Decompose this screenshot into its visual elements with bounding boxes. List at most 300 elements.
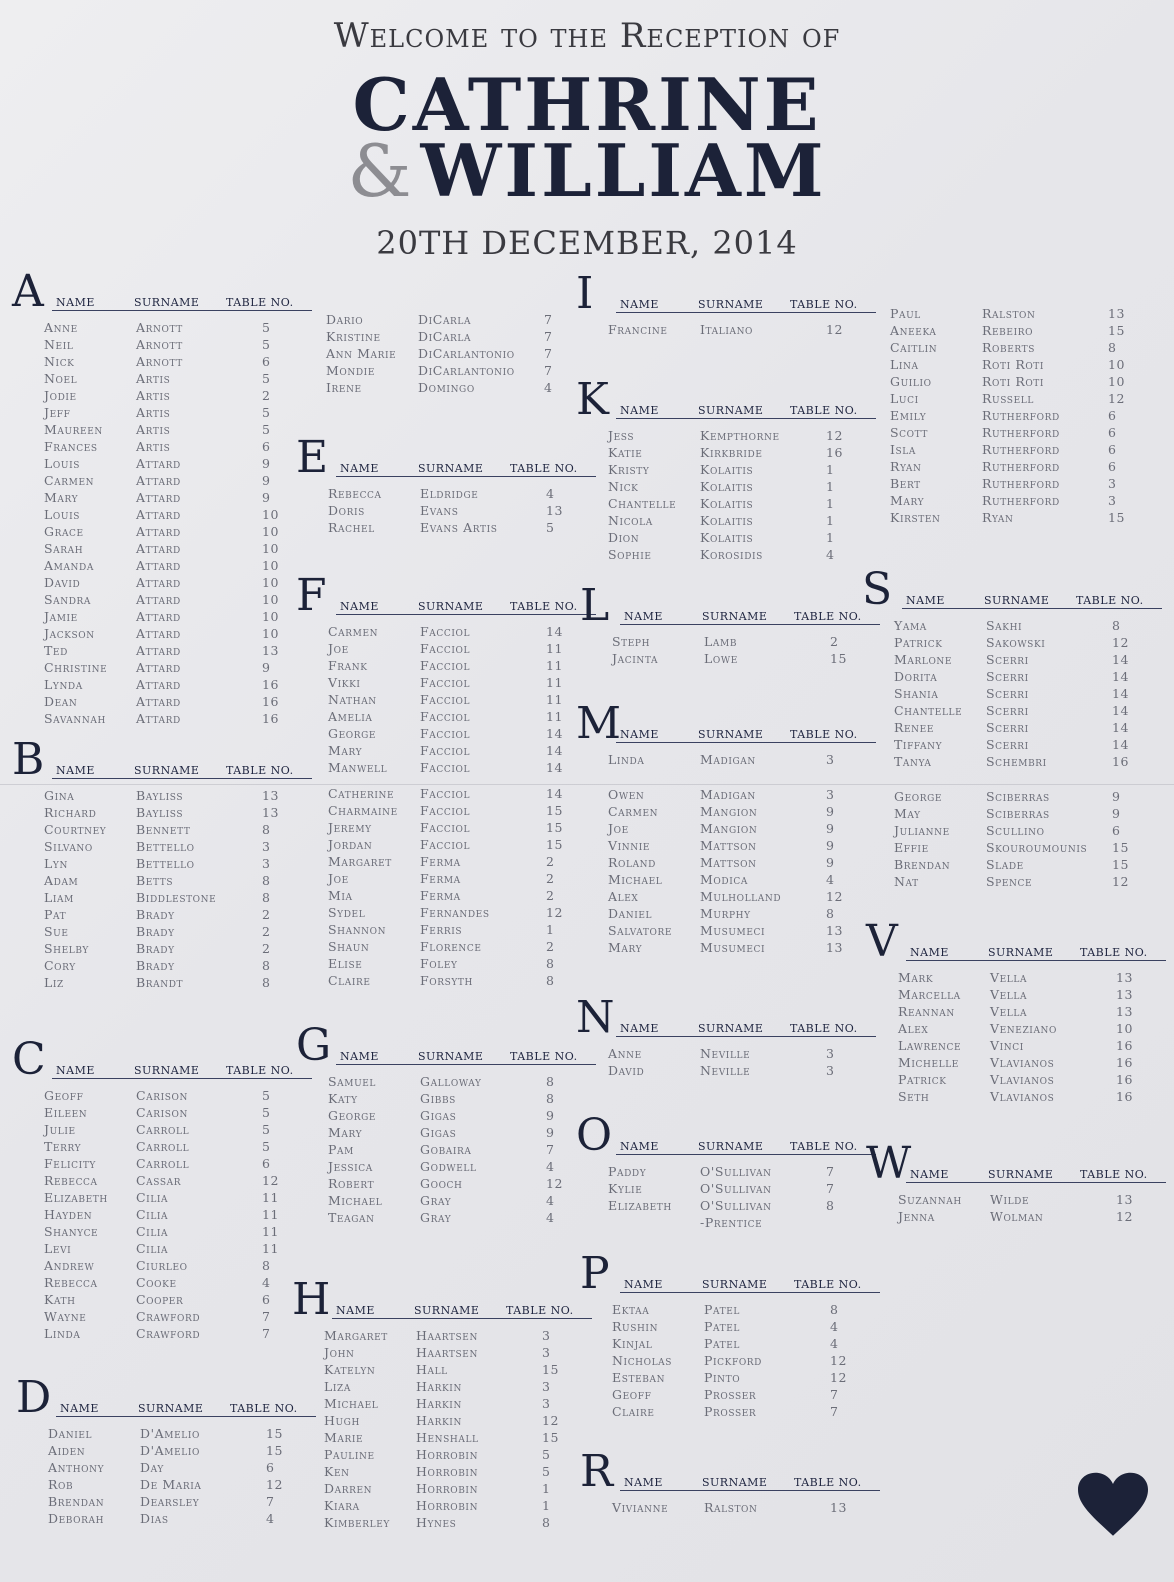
section-letter: E bbox=[296, 432, 329, 483]
guest-table-number: 9 bbox=[826, 804, 835, 819]
guest-table-number: 6 bbox=[266, 1460, 275, 1475]
section-header bbox=[866, 1138, 1166, 1189]
guest-first-name: Kimberley bbox=[324, 1515, 390, 1530]
guest-surname: Bettello bbox=[136, 856, 195, 871]
guest-first-name: Ann Marie bbox=[326, 346, 397, 361]
guest-row bbox=[296, 905, 596, 922]
section-r bbox=[580, 1446, 880, 1517]
guest-first-name: Dario bbox=[326, 312, 364, 327]
guest-row bbox=[12, 1224, 312, 1241]
section-w bbox=[866, 1138, 1166, 1226]
guest-table-number: 11 bbox=[546, 658, 564, 673]
guest-table-number: 6 bbox=[1108, 442, 1117, 457]
guest-surname: Gray bbox=[420, 1193, 452, 1208]
column-headers bbox=[616, 404, 876, 419]
guest-first-name: Andrew bbox=[44, 1258, 95, 1273]
guest-table-number: 2 bbox=[262, 907, 271, 922]
guest-first-name: George bbox=[894, 789, 943, 804]
guest-row bbox=[296, 641, 596, 658]
guest-surname: Carison bbox=[136, 1105, 189, 1120]
guest-first-name: Silvano bbox=[44, 839, 93, 854]
guest-table-number: 12 bbox=[262, 1173, 280, 1188]
guest-row bbox=[580, 1302, 880, 1319]
guest-surname: O'Sullivan bbox=[700, 1181, 772, 1196]
guest-table-number: 13 bbox=[830, 1500, 848, 1515]
guest-table-number: 7 bbox=[830, 1387, 839, 1402]
guest-row bbox=[858, 476, 1158, 493]
guest-table-number: 8 bbox=[262, 890, 271, 905]
guest-row bbox=[12, 1190, 312, 1207]
guest-first-name: Alex bbox=[608, 889, 639, 904]
guest-list bbox=[576, 746, 876, 957]
guest-table-number: 7 bbox=[830, 1404, 839, 1419]
guest-row bbox=[296, 692, 596, 709]
guest-first-name: Doris bbox=[328, 503, 365, 518]
guest-surname: Cilia bbox=[136, 1190, 169, 1205]
guest-surname: Schembri bbox=[986, 754, 1047, 769]
guest-row bbox=[16, 1494, 316, 1511]
guest-first-name: Frank bbox=[328, 658, 368, 673]
guest-surname: Madigan bbox=[700, 787, 756, 802]
guest-surname: Kempthorne bbox=[700, 428, 780, 443]
guest-row bbox=[866, 1072, 1166, 1089]
guest-row bbox=[12, 1173, 312, 1190]
column-headers bbox=[906, 946, 1166, 961]
guest-surname: O'Sullivan bbox=[700, 1164, 772, 1179]
guest-row bbox=[296, 486, 596, 503]
guest-row bbox=[296, 760, 596, 777]
guest-row bbox=[296, 1091, 596, 1108]
guest-first-name: Amanda bbox=[44, 558, 94, 573]
section-letter: W bbox=[866, 1138, 912, 1189]
guest-surname: Day bbox=[140, 1460, 164, 1475]
guest-row bbox=[16, 1426, 316, 1443]
guest-row bbox=[862, 720, 1162, 737]
guest-surname: Sciberras bbox=[986, 789, 1050, 804]
guest-first-name: Salvatore bbox=[608, 923, 672, 938]
guest-first-name: Marcella bbox=[898, 987, 961, 1002]
col-surname-header: SURNAME bbox=[988, 1168, 1054, 1181]
guest-first-name: Anne bbox=[44, 320, 78, 335]
guest-list bbox=[296, 480, 596, 537]
guest-row bbox=[12, 1105, 312, 1122]
guest-first-name: Marlone bbox=[894, 652, 953, 667]
guest-first-name: Richard bbox=[44, 805, 97, 820]
guest-row bbox=[12, 490, 312, 507]
section-letter: V bbox=[866, 916, 898, 967]
section-letter: R bbox=[580, 1446, 614, 1497]
guest-row bbox=[296, 675, 596, 692]
guest-row bbox=[576, 923, 876, 940]
guest-first-name: Pam bbox=[328, 1142, 354, 1157]
col-name-header: NAME bbox=[620, 298, 659, 311]
section-header bbox=[16, 1372, 316, 1423]
guest-surname: Scerri bbox=[986, 669, 1029, 684]
section-l bbox=[580, 580, 880, 668]
guest-surname: O'Sullivan bbox=[700, 1198, 772, 1213]
section-i bbox=[576, 268, 876, 339]
guest-table-number: 13 bbox=[262, 788, 280, 803]
section-letter: B bbox=[12, 734, 45, 785]
guest-row bbox=[12, 975, 312, 992]
guest-row bbox=[296, 888, 596, 905]
guest-row bbox=[296, 854, 596, 871]
guest-row bbox=[858, 323, 1158, 340]
guest-surname: Kolaitis bbox=[700, 513, 754, 528]
guest-surname: Rutherford bbox=[982, 425, 1060, 440]
guest-first-name: Mary bbox=[328, 743, 363, 758]
guest-surname: Scerri bbox=[986, 737, 1029, 752]
guest-table-number: 7 bbox=[826, 1181, 835, 1196]
guest-first-name: Samuel bbox=[328, 1074, 377, 1089]
guest-table-number: 11 bbox=[546, 641, 564, 656]
guest-row bbox=[858, 391, 1158, 408]
guest-surname: Galloway bbox=[420, 1074, 482, 1089]
section-f2 bbox=[296, 780, 596, 990]
guest-row bbox=[12, 924, 312, 941]
guest-table-number: 1 bbox=[542, 1481, 551, 1496]
guest-first-name: Aneeka bbox=[890, 323, 937, 338]
guest-first-name: Vikki bbox=[328, 675, 361, 690]
guest-row bbox=[576, 752, 876, 769]
col-surname-header: SURNAME bbox=[702, 1476, 768, 1489]
guest-surname: Ferma bbox=[420, 854, 461, 869]
guest-surname: Mangion bbox=[700, 821, 758, 836]
guest-row bbox=[580, 1500, 880, 1517]
guest-first-name: Ektaa bbox=[612, 1302, 650, 1317]
guest-row bbox=[580, 1319, 880, 1336]
guest-first-name: Ken bbox=[324, 1464, 350, 1479]
section-r2 bbox=[858, 300, 1158, 527]
guest-table-number: 2 bbox=[546, 888, 555, 903]
guest-first-name: Katelyn bbox=[324, 1362, 376, 1377]
guest-surname: Scerri bbox=[986, 703, 1029, 718]
guest-first-name: Terry bbox=[44, 1139, 82, 1154]
guest-row bbox=[296, 520, 596, 537]
guest-first-name: Ryan bbox=[890, 459, 922, 474]
guest-surname: Brandt bbox=[136, 975, 184, 990]
guest-row bbox=[862, 823, 1162, 840]
guest-surname: Attard bbox=[136, 677, 181, 692]
guest-table-number: 16 bbox=[1116, 1055, 1134, 1070]
guest-table-number: 7 bbox=[544, 346, 553, 361]
guest-first-name: Katie bbox=[608, 445, 643, 460]
guest-first-name: Elise bbox=[328, 956, 363, 971]
guest-table-number: 14 bbox=[1112, 669, 1130, 684]
guest-row bbox=[12, 1309, 312, 1326]
guest-surname: Ciurleo bbox=[136, 1258, 188, 1273]
guest-surname: Cilia bbox=[136, 1241, 169, 1256]
section-letter: L bbox=[580, 580, 610, 631]
col-table-header: TABLE NO. bbox=[794, 610, 862, 623]
guest-first-name: Tanya bbox=[894, 754, 932, 769]
guest-first-name: Maureen bbox=[44, 422, 103, 437]
guest-table-number: 16 bbox=[1116, 1089, 1134, 1104]
guest-first-name: Liz bbox=[44, 975, 64, 990]
guest-surname: Rutherford bbox=[982, 408, 1060, 423]
guest-first-name: Kinjal bbox=[612, 1336, 653, 1351]
column-headers bbox=[620, 610, 880, 625]
guest-surname: Wolman bbox=[990, 1209, 1044, 1224]
guest-row bbox=[12, 788, 312, 805]
guest-row bbox=[296, 1142, 596, 1159]
guest-first-name: Yama bbox=[894, 618, 927, 633]
guest-surname: Cooper bbox=[136, 1292, 184, 1307]
guest-row bbox=[292, 1447, 592, 1464]
guest-surname: Musumeci bbox=[700, 923, 766, 938]
guest-first-name: Daniel bbox=[608, 906, 653, 921]
guest-surname: Sciberras bbox=[986, 806, 1050, 821]
guest-row bbox=[580, 1370, 880, 1387]
guest-first-name: Paddy bbox=[608, 1164, 647, 1179]
guest-surname: Arnott bbox=[136, 354, 183, 369]
guest-row bbox=[12, 1156, 312, 1173]
col-name-header: NAME bbox=[56, 764, 95, 777]
guest-row bbox=[296, 743, 596, 760]
column-headers bbox=[336, 600, 596, 615]
section-header bbox=[580, 1248, 880, 1299]
col-table-header: TABLE NO. bbox=[794, 1476, 862, 1489]
guest-first-name: Chantelle bbox=[894, 703, 963, 718]
column-headers bbox=[56, 1402, 316, 1417]
guest-surname: Evans bbox=[420, 503, 459, 518]
guest-table-number: 7 bbox=[544, 363, 553, 378]
guest-list bbox=[576, 1158, 876, 1232]
guest-row bbox=[12, 958, 312, 975]
guest-table-number: 12 bbox=[826, 322, 844, 337]
guest-surname: Cilia bbox=[136, 1224, 169, 1239]
guest-first-name: Carmen bbox=[44, 473, 95, 488]
guest-surname: Modica bbox=[700, 872, 748, 887]
guest-table-number: 8 bbox=[262, 975, 271, 990]
guest-table-number: 6 bbox=[262, 1292, 271, 1307]
guest-first-name: Sophie bbox=[608, 547, 652, 562]
col-name-header: NAME bbox=[56, 296, 95, 309]
guest-first-name: Patrick bbox=[898, 1072, 947, 1087]
guest-first-name: Rachel bbox=[328, 520, 375, 535]
guest-first-name: Julie bbox=[44, 1122, 76, 1137]
guest-table-number: 5 bbox=[546, 520, 555, 535]
guest-table-number: 9 bbox=[546, 1108, 555, 1123]
guest-row bbox=[858, 408, 1158, 425]
guest-list bbox=[580, 1494, 880, 1517]
guest-surname: Brady bbox=[136, 924, 175, 939]
guest-table-number: 15 bbox=[546, 837, 564, 852]
guest-surname: Hynes bbox=[416, 1515, 457, 1530]
guest-table-number: 16 bbox=[262, 677, 280, 692]
column-headers bbox=[906, 1168, 1166, 1183]
guest-first-name: Jacinta bbox=[612, 651, 659, 666]
column-headers bbox=[616, 728, 876, 743]
guest-first-name: Luci bbox=[890, 391, 919, 406]
section-letter: O bbox=[576, 1110, 613, 1161]
guest-row bbox=[12, 660, 312, 677]
guest-table-number: 12 bbox=[1116, 1209, 1134, 1224]
guest-row bbox=[858, 374, 1158, 391]
guest-first-name: Mondie bbox=[326, 363, 375, 378]
guest-surname: Carroll bbox=[136, 1139, 190, 1154]
guest-table-number: 10 bbox=[262, 558, 280, 573]
guest-surname: Lamb bbox=[704, 634, 738, 649]
guest-table-number: 16 bbox=[1116, 1038, 1134, 1053]
guest-first-name: Chantelle bbox=[608, 496, 677, 511]
col-surname-header: SURNAME bbox=[698, 404, 764, 417]
guest-row bbox=[576, 322, 876, 339]
guest-list bbox=[12, 314, 312, 728]
guest-surname: Vlavianos bbox=[990, 1055, 1055, 1070]
col-table-header: TABLE NO. bbox=[790, 404, 858, 417]
guest-surname: Bayliss bbox=[136, 805, 184, 820]
guest-first-name: Christine bbox=[44, 660, 108, 675]
guest-surname: Horrobin bbox=[416, 1481, 479, 1496]
section-letter: K bbox=[576, 374, 609, 425]
guest-table-number: 10 bbox=[262, 541, 280, 556]
guest-surname: Roti Roti bbox=[982, 357, 1045, 372]
col-table-header: TABLE NO. bbox=[1080, 1168, 1148, 1181]
guest-row bbox=[858, 357, 1158, 374]
guest-row bbox=[294, 363, 594, 380]
guest-table-number: 9 bbox=[262, 490, 271, 505]
guest-surname: Ralston bbox=[982, 306, 1036, 321]
guest-surname: Scullino bbox=[986, 823, 1045, 838]
guest-row bbox=[858, 425, 1158, 442]
section-f bbox=[296, 570, 596, 777]
heart-icon bbox=[1078, 1472, 1148, 1538]
guest-table-number: 13 bbox=[1116, 1004, 1134, 1019]
col-name-header: NAME bbox=[624, 1476, 663, 1489]
guest-first-name: Elizabeth bbox=[608, 1198, 672, 1213]
guest-row bbox=[12, 677, 312, 694]
guest-table-number: 14 bbox=[1112, 703, 1130, 718]
guest-surname: Facciol bbox=[420, 726, 471, 741]
guest-surname: Mulholland bbox=[700, 889, 782, 904]
guest-surname: Rebeiro bbox=[982, 323, 1034, 338]
guest-table-number: 5 bbox=[262, 320, 271, 335]
guest-surname: Gigas bbox=[420, 1108, 457, 1123]
guest-surname: Mattson bbox=[700, 838, 757, 853]
guest-surname: Gibbs bbox=[420, 1091, 456, 1106]
guest-first-name: Rob bbox=[48, 1477, 74, 1492]
section-letter: F bbox=[296, 570, 327, 621]
col-surname-header: SURNAME bbox=[698, 1022, 764, 1035]
guest-row bbox=[576, 872, 876, 889]
section-header bbox=[576, 992, 876, 1043]
guest-table-number: 9 bbox=[1112, 806, 1121, 821]
guest-first-name: Jeremy bbox=[328, 820, 372, 835]
guest-first-name: Caitlin bbox=[890, 340, 938, 355]
guest-table-number: 2 bbox=[262, 941, 271, 956]
column-headers bbox=[616, 1022, 876, 1037]
guest-row bbox=[858, 493, 1158, 510]
guest-first-name: Brendan bbox=[48, 1494, 105, 1509]
guest-table-number: 13 bbox=[1116, 987, 1134, 1002]
guest-row bbox=[576, 821, 876, 838]
guest-first-name: Deborah bbox=[48, 1511, 105, 1526]
guest-surname: Facciol bbox=[420, 803, 471, 818]
guest-row bbox=[12, 1258, 312, 1275]
guest-list bbox=[12, 1082, 312, 1343]
section-letter: S bbox=[862, 564, 893, 615]
col-name-header: NAME bbox=[624, 1278, 663, 1291]
guest-surname: Pinto bbox=[704, 1370, 741, 1385]
col-name-header: NAME bbox=[624, 610, 663, 623]
guest-table-number: 2 bbox=[546, 939, 555, 954]
guest-row bbox=[12, 337, 312, 354]
section-header bbox=[862, 564, 1162, 615]
guest-table-number: 3 bbox=[542, 1396, 551, 1411]
guest-first-name: Hugh bbox=[324, 1413, 360, 1428]
guest-row bbox=[866, 1192, 1166, 1209]
guest-surname: Facciol bbox=[420, 624, 471, 639]
section-letter: G bbox=[296, 1020, 332, 1071]
guest-first-name: Lawrence bbox=[898, 1038, 962, 1053]
column-headers bbox=[336, 462, 596, 477]
guest-table-number: 2 bbox=[546, 871, 555, 886]
guest-surname: Attard bbox=[136, 660, 181, 675]
guest-list bbox=[292, 1322, 592, 1532]
section-letter: C bbox=[12, 1034, 46, 1085]
guest-surname: Facciol bbox=[420, 641, 471, 656]
guest-first-name: Marie bbox=[324, 1430, 364, 1445]
guest-first-name: Mary bbox=[44, 490, 79, 505]
guest-table-number: 7 bbox=[262, 1309, 271, 1324]
guest-table-number: 15 bbox=[546, 803, 564, 818]
guest-table-number: 2 bbox=[830, 634, 839, 649]
guest-table-number: 5 bbox=[542, 1447, 551, 1462]
guest-surname: Attard bbox=[136, 524, 181, 539]
guest-first-name: Elizabeth bbox=[44, 1190, 108, 1205]
col-name-header: NAME bbox=[60, 1402, 99, 1415]
guest-table-number: 6 bbox=[1112, 823, 1121, 838]
guest-table-number: 3 bbox=[542, 1328, 551, 1343]
guest-table-number: 7 bbox=[826, 1164, 835, 1179]
guest-surname: Foley bbox=[420, 956, 458, 971]
col-name-header: NAME bbox=[340, 600, 379, 613]
guest-first-name: May bbox=[894, 806, 921, 821]
guest-row bbox=[12, 388, 312, 405]
guest-surname: Lowe bbox=[704, 651, 738, 666]
guest-first-name: Ted bbox=[44, 643, 68, 658]
guest-table-number: 14 bbox=[1112, 737, 1130, 752]
guest-table-number: 3 bbox=[262, 839, 271, 854]
guest-row bbox=[862, 789, 1162, 806]
guest-surname: Godwell bbox=[420, 1159, 477, 1174]
guest-first-name: Felicity bbox=[44, 1156, 96, 1171]
guest-table-number: 6 bbox=[1108, 459, 1117, 474]
guest-first-name: Francine bbox=[608, 322, 668, 337]
guest-surname: Cooke bbox=[136, 1275, 177, 1290]
guest-row bbox=[866, 1209, 1166, 1226]
guest-first-name: Linda bbox=[44, 1326, 81, 1341]
guest-list bbox=[580, 628, 880, 668]
guest-row bbox=[862, 857, 1162, 874]
guest-first-name: Kirsten bbox=[890, 510, 941, 525]
guest-surname: Vlavianos bbox=[990, 1072, 1055, 1087]
guest-row bbox=[296, 1074, 596, 1091]
guest-table-number: 9 bbox=[826, 855, 835, 870]
guest-row bbox=[12, 609, 312, 626]
guest-row bbox=[858, 459, 1158, 476]
guest-table-number: 16 bbox=[1112, 754, 1130, 769]
guest-table-number: 3 bbox=[826, 752, 835, 767]
guest-row bbox=[12, 1326, 312, 1343]
guest-first-name: Cory bbox=[44, 958, 76, 973]
guest-row bbox=[866, 987, 1166, 1004]
guest-surname: Harkin bbox=[416, 1413, 462, 1428]
guest-first-name: Jackson bbox=[44, 626, 95, 641]
guest-row bbox=[866, 1089, 1166, 1106]
guest-list bbox=[294, 306, 594, 397]
